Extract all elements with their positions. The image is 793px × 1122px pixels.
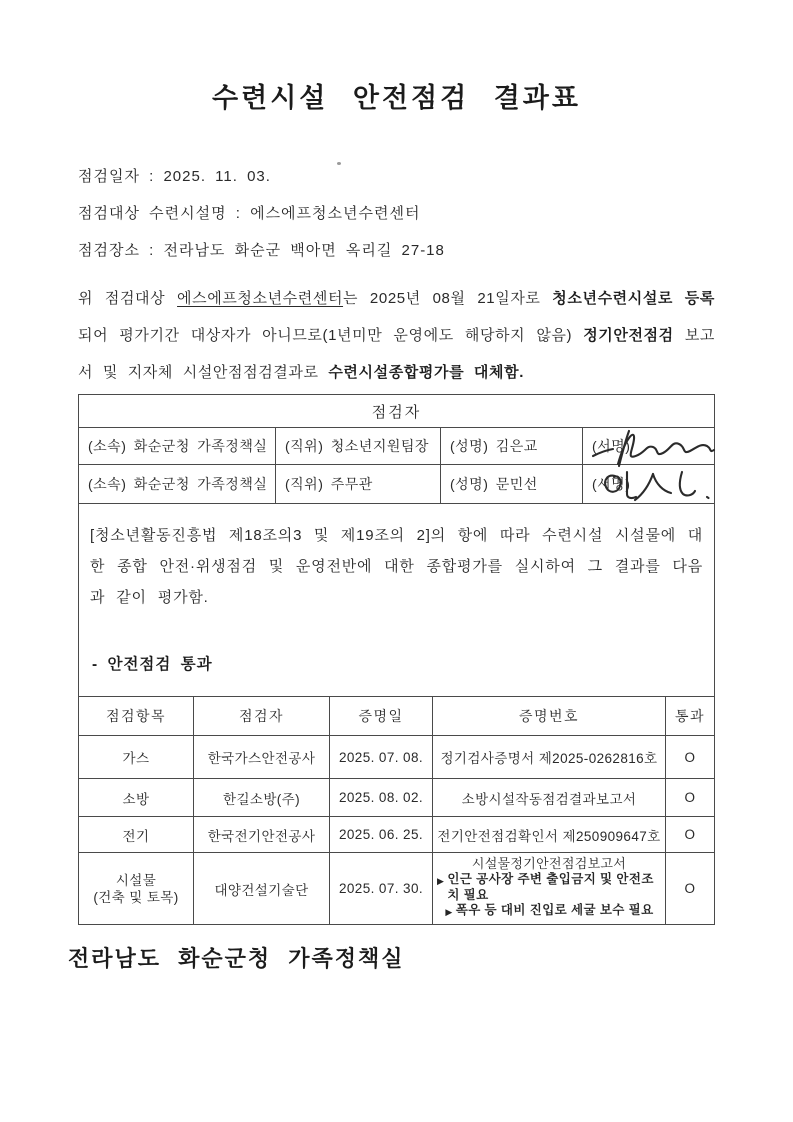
item-line-2: (건축 및 토목) [93,889,179,905]
item-cell [79,853,194,924]
safety-result-table [79,696,714,924]
sign-label: (서명) [592,438,631,454]
inspector-row-2 [79,465,714,504]
inspector-row-1 [79,428,714,465]
cert-cell [433,853,666,924]
name-cell: (성명) 김은교 [441,428,583,464]
sign-label: (서명) [592,476,631,492]
signature-2-handwriting-icon [585,461,719,507]
inspector-cell: 대양건설기술단 [194,853,330,924]
position-cell: (직위) 주무관 [276,465,441,503]
item-cell: 전기 [79,817,194,852]
cert-cell: 정기검사증명서 제2025-0262816호 [433,736,666,778]
header-inspector: 점검자 [194,697,330,735]
summary-paragraph [78,280,715,391]
date-cell: 2025. 08. 02. [330,779,433,816]
summary-segment-bold: 청소년수련시설로 등록 [552,290,715,307]
item-cell: 가스 [79,736,194,778]
footer-office-name: 전라남도 화순군청 가족정책실 [68,946,405,971]
date-cell: 2025. 06. 25. [330,817,433,852]
position-cell: (직위) 청소년지원팀장 [276,428,441,464]
inspection-location-line: 점검장소 : 전라남도 화순군 백아면 옥리길 27-18 [78,242,445,259]
triangle-bullet-icon: ▶ [445,907,453,918]
name-cell: (성명) 문민선 [441,465,583,503]
date-cell: 2025. 07. 30. [330,853,433,924]
cert-note-2 [444,903,653,921]
table-row-gas [79,736,714,779]
summary-segment-bold: 정기안전점검 [583,327,674,344]
cert-note-text: 폭우 등 대비 진입로 세굴 보수 필요 [455,903,654,918]
header-pass: 통과 [674,708,706,724]
inspection-info [78,167,793,261]
signature-cell-1 [583,428,714,464]
scan-speck [337,162,341,165]
table-row-fire [79,779,714,817]
evaluation-statement: [청소년활동진흥법 제18조의3 및 제19조의 2]의 항에 따라 수련시설 시설물에 대한 종합 안전·위생점검 및 운영전반에 대한 종합평가를 실시하여 그 결과를 다음과 같이 평가함. [90,527,703,606]
cert-cell: 전기안전점검확인서 제250909647호 [433,817,666,852]
cert-note-1 [436,872,662,903]
triangle-bullet-icon: ▶ [437,876,445,887]
date-cell: 2025. 07. 08. [330,736,433,778]
facility-name-line: 점검대상 수련시설명 : 에스에프청소년수련센터 [78,205,421,222]
summary-segment: 위 점검대상 [78,290,178,307]
inspection-date-line: 점검일자 : 2025. 11. 03. [78,168,271,185]
item-line-1: 시설물 [115,872,157,888]
cert-note-text: 인근 공사장 주변 출입금지 및 안전조치 필요 [447,872,654,902]
header-cert-date: 증명일 [330,697,433,735]
inspector-table-title: 점검자 [79,395,714,428]
result-table-header-row [79,697,714,736]
affiliation-cell: (소속) 화순군청 가족정책실 [79,428,276,464]
page-title: 수련시설 안전점검 결과표 [212,83,581,113]
header-cert-number: 증명번호 [433,697,666,735]
summary-segment: 되어 평가기간 대상자가 아니므로(1년미만 운영에도 해당하지 않음) [78,327,584,344]
inspection-result-box [78,394,715,925]
cert-title: 시설물정기안전점검보고서 [471,856,627,872]
pass-cell: O [684,881,696,896]
header-item: 점검항목 [79,697,194,735]
summary-segment-bold: 수련시설종합평가를 대체함. [328,364,524,381]
inspector-cell: 한국가스안전공사 [194,736,330,778]
facility-name-underlined: 에스에프청소년수련센터 [177,290,344,307]
cert-cell: 소방시설작동점검결과보고서 [433,779,666,816]
pass-cell: O [684,790,696,805]
summary-segment: 는 2025년 08월 21일자로 [343,290,553,307]
table-row-facility [79,853,714,924]
signature-cell-2 [583,465,714,503]
table-row-electric [79,817,714,853]
evaluation-cell [79,504,714,696]
inspector-cell: 한길소방(주) [194,779,330,816]
summary-segment: 보고서 및 지자체 시설안점점검결과로 [78,327,716,381]
affiliation-cell: (소속) 화순군청 가족정책실 [79,465,276,503]
item-cell: 소방 [79,779,194,816]
pass-heading: - 안전점검 통과 [92,656,213,673]
inspector-cell: 한국전기안전공사 [194,817,330,852]
pass-cell: O [684,749,696,765]
pass-cell: O [684,827,696,842]
